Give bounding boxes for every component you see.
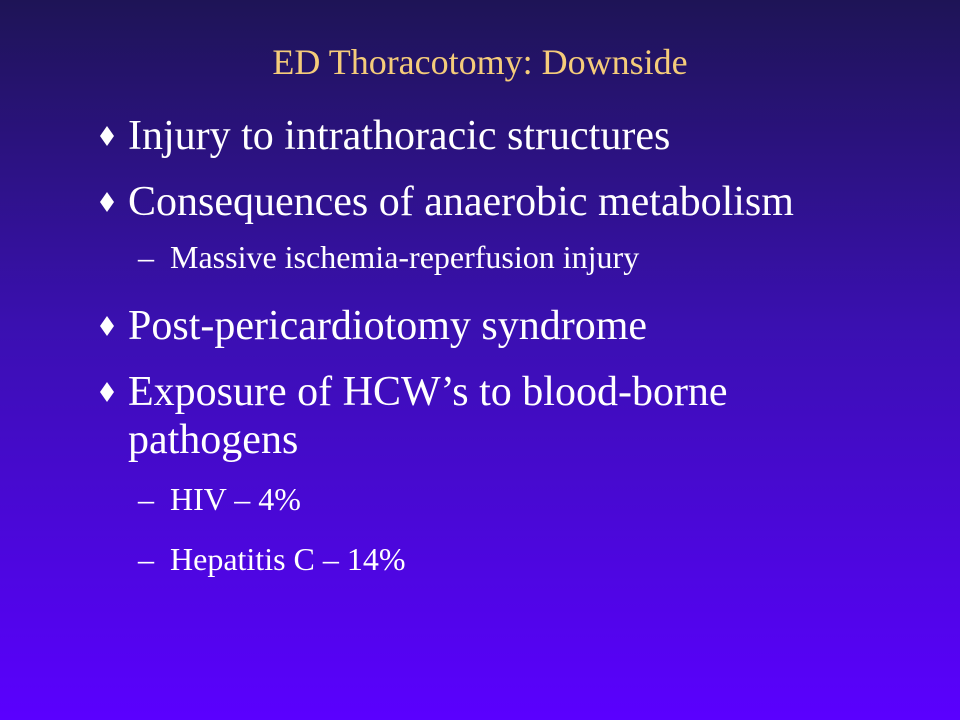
sub-bullet-item [100,480,920,518]
diamond-icon [100,126,114,146]
bullet-item [100,112,920,160]
bullet-text: Injury to intrathoracic structures [128,113,671,159]
sub-bullet-item [100,540,920,578]
sub-bullet-text: Massive ischemia-reperfusion injury [170,239,640,275]
dash-marker: – [138,481,154,517]
bullet-item [100,178,920,226]
bullet-list [100,112,920,600]
slide-title: ED Thoracotomy: Downside [272,42,688,82]
bullet-text: Consequences of anaerobic metabolism [128,179,794,225]
bullet-text: Post-pericardiotomy syndrome [128,303,648,349]
bullet-text: Exposure of HCW’s to blood-borne pathogens [128,369,728,463]
diamond-icon [100,316,114,336]
sub-bullet-text: Hepatitis C – 14% [170,541,406,577]
diamond-icon [100,192,114,212]
sub-bullet-item [100,238,920,276]
sub-bullet-text: HIV – 4% [170,481,301,517]
dash-marker: – [138,239,154,275]
diamond-icon [100,382,114,402]
dash-marker: – [138,541,154,577]
bullet-item [100,302,920,350]
bullet-item [100,368,828,464]
